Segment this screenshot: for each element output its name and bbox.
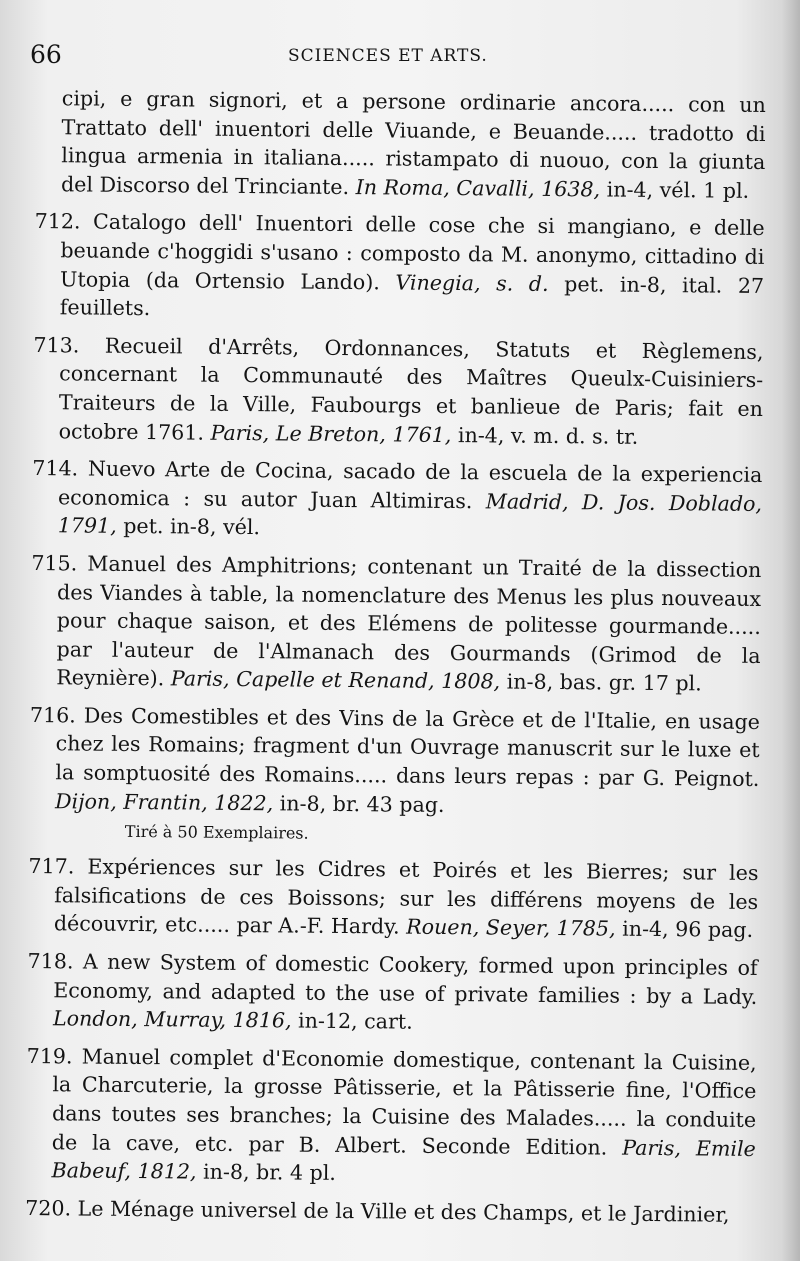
entry-text: cipi, e gran signori, et a persone ordinarie ancora..... con un Trattato dell' inuentori delle Viuande, e Beuande..... tradotto di lingua armenia in italiana..... ristampato di nuouo, con la giunta del Discorso del Trinciante. bbox=[60, 86, 766, 199]
entry-imprint: Madrid, D. Jos. Doblado, 1791, bbox=[57, 489, 763, 539]
entry-imprint: In Roma, Cavalli, 1638, bbox=[355, 174, 601, 202]
entry-format: in-12, cart. bbox=[297, 1008, 413, 1034]
entry-number: 713. bbox=[33, 332, 80, 358]
page-header bbox=[30, 40, 770, 76]
entry-text: Manuel complet d'Economie domestique, contenant la Cuisine, la Charcuterie, la grosse Pâtisserie, et la Pâtisserie fine, l'Office dans toutes ses branches; la Cuisine des Malades..... la conduite de la cave, etc. par B. Albert. Seconde Edition. bbox=[51, 1044, 757, 1160]
entry-imprint: Rouen, Seyer, 1785, bbox=[406, 915, 616, 942]
entry-text: Catalogo dell' Inuentori delle cose che si mangiano, e delle beuande c'hoggidi s'usano : composto da M. anonymo, cittadino di Utopia (da Ortensio Lando). bbox=[60, 209, 765, 294]
entry-number: 712. bbox=[34, 209, 81, 234]
page-number: 66 bbox=[30, 40, 62, 69]
catalogue-entry-715 bbox=[30, 549, 761, 699]
entry-text: Le Ménage universel de la Ville et des Champs, et le Jardinier, bbox=[77, 1196, 730, 1227]
entry-text: Expériences sur les Cidres et Poirés et les Bierres; sur les falsifications de ces Boissons; sur les différens moyens de les découvrir, etc..... par A.-F. Hardy. bbox=[53, 854, 759, 939]
entry-format: in-8, br. 43 pag. bbox=[279, 791, 445, 817]
catalogue-entry-719 bbox=[25, 1042, 756, 1192]
entry-format: in-4, v. m. d. s. tr. bbox=[457, 422, 639, 449]
entry-imprint: Paris, Capelle et Renand, 1808, bbox=[170, 666, 501, 694]
catalogue-entry-717 bbox=[28, 852, 759, 945]
entry-text: Manuel des Amphitrions; contenant un Traité de la dissection des Viandes à table, la nomenclature des Menus les plus nouveaux pour chaque saison, et des Elémens de politesse gourmande..... par l'auteur de l'Almanach des Gourmands (Grimod de la Reynière). bbox=[56, 551, 762, 691]
entry-number: 720. bbox=[25, 1195, 72, 1221]
entry-format: in-4, vél. 1 pl. bbox=[606, 177, 750, 203]
entry-imprint: Vinegia, s. d. bbox=[395, 270, 549, 296]
catalogue-entry-714 bbox=[32, 454, 763, 547]
entry-number: 715. bbox=[31, 550, 78, 576]
entry-number: 717. bbox=[28, 854, 75, 879]
entry-number: 719. bbox=[26, 1043, 73, 1069]
catalogue-entry-713 bbox=[33, 331, 764, 452]
entry-imprint: Dijon, Frantin, 1822, bbox=[55, 788, 274, 815]
entry-text: Recueil d'Arrêts, Ordonnances, Statuts et Règlemens, concernant la Communauté des Maîtres Queulx-Cuisiniers-Traiteurs de la Ville, Faubourgs et banlieue de Paris; fait en octobre 1761. bbox=[58, 333, 764, 445]
entry-format: in-8, br. 4 pl. bbox=[202, 1159, 337, 1186]
entry-text: Des Comestibles et des Vins de la Grèce et de l'Italie, en usage chez les Romains; fragment d'un Ouvrage manuscrit sur le luxe et la somptuosité des Romains..... dans leurs repas : par G. Peignot. bbox=[55, 703, 761, 792]
entry-text: Nuevo Arte de Cocina, sacado de la escuela de la experiencia economica : su autor Juan Altimiras. bbox=[57, 456, 763, 513]
running-head: SCIENCES ET ARTS. bbox=[288, 46, 488, 66]
entry-format: in-4, 96 pag. bbox=[622, 917, 754, 943]
catalogue-entry-720 bbox=[25, 1194, 755, 1230]
entry-number: 714. bbox=[32, 456, 79, 481]
entry-imprint: Paris, Le Breton, 1761, bbox=[210, 420, 452, 447]
entry-text: A new System of domestic Cookery, formed upon principles of Economy, and adapted to the use of private families : by a Lady. bbox=[53, 949, 758, 1009]
entry-format: pet. in-8, ital. 27 feuillets. bbox=[59, 271, 765, 321]
catalogue-entry-716 bbox=[29, 701, 760, 822]
entry-imprint: Paris, Emile Babeuf, 1812, bbox=[51, 1135, 756, 1184]
page-edge-shadow bbox=[782, 0, 800, 1261]
entry-note: Tiré à 50 Exemplaires. bbox=[124, 822, 309, 843]
entry-imprint: London, Murray, 1816, bbox=[52, 1006, 292, 1033]
catalogue-entry-continued bbox=[35, 84, 766, 205]
catalogue-body bbox=[25, 84, 766, 1238]
catalogue-entry-712 bbox=[34, 207, 765, 328]
catalogue-entry-718 bbox=[27, 947, 758, 1040]
entry-number: 716. bbox=[29, 702, 76, 728]
entry-number: 718. bbox=[27, 948, 74, 974]
entry-format: pet. in-8, vél. bbox=[123, 514, 261, 540]
entry-format: in-8, bas. gr. 17 pl. bbox=[506, 669, 702, 696]
